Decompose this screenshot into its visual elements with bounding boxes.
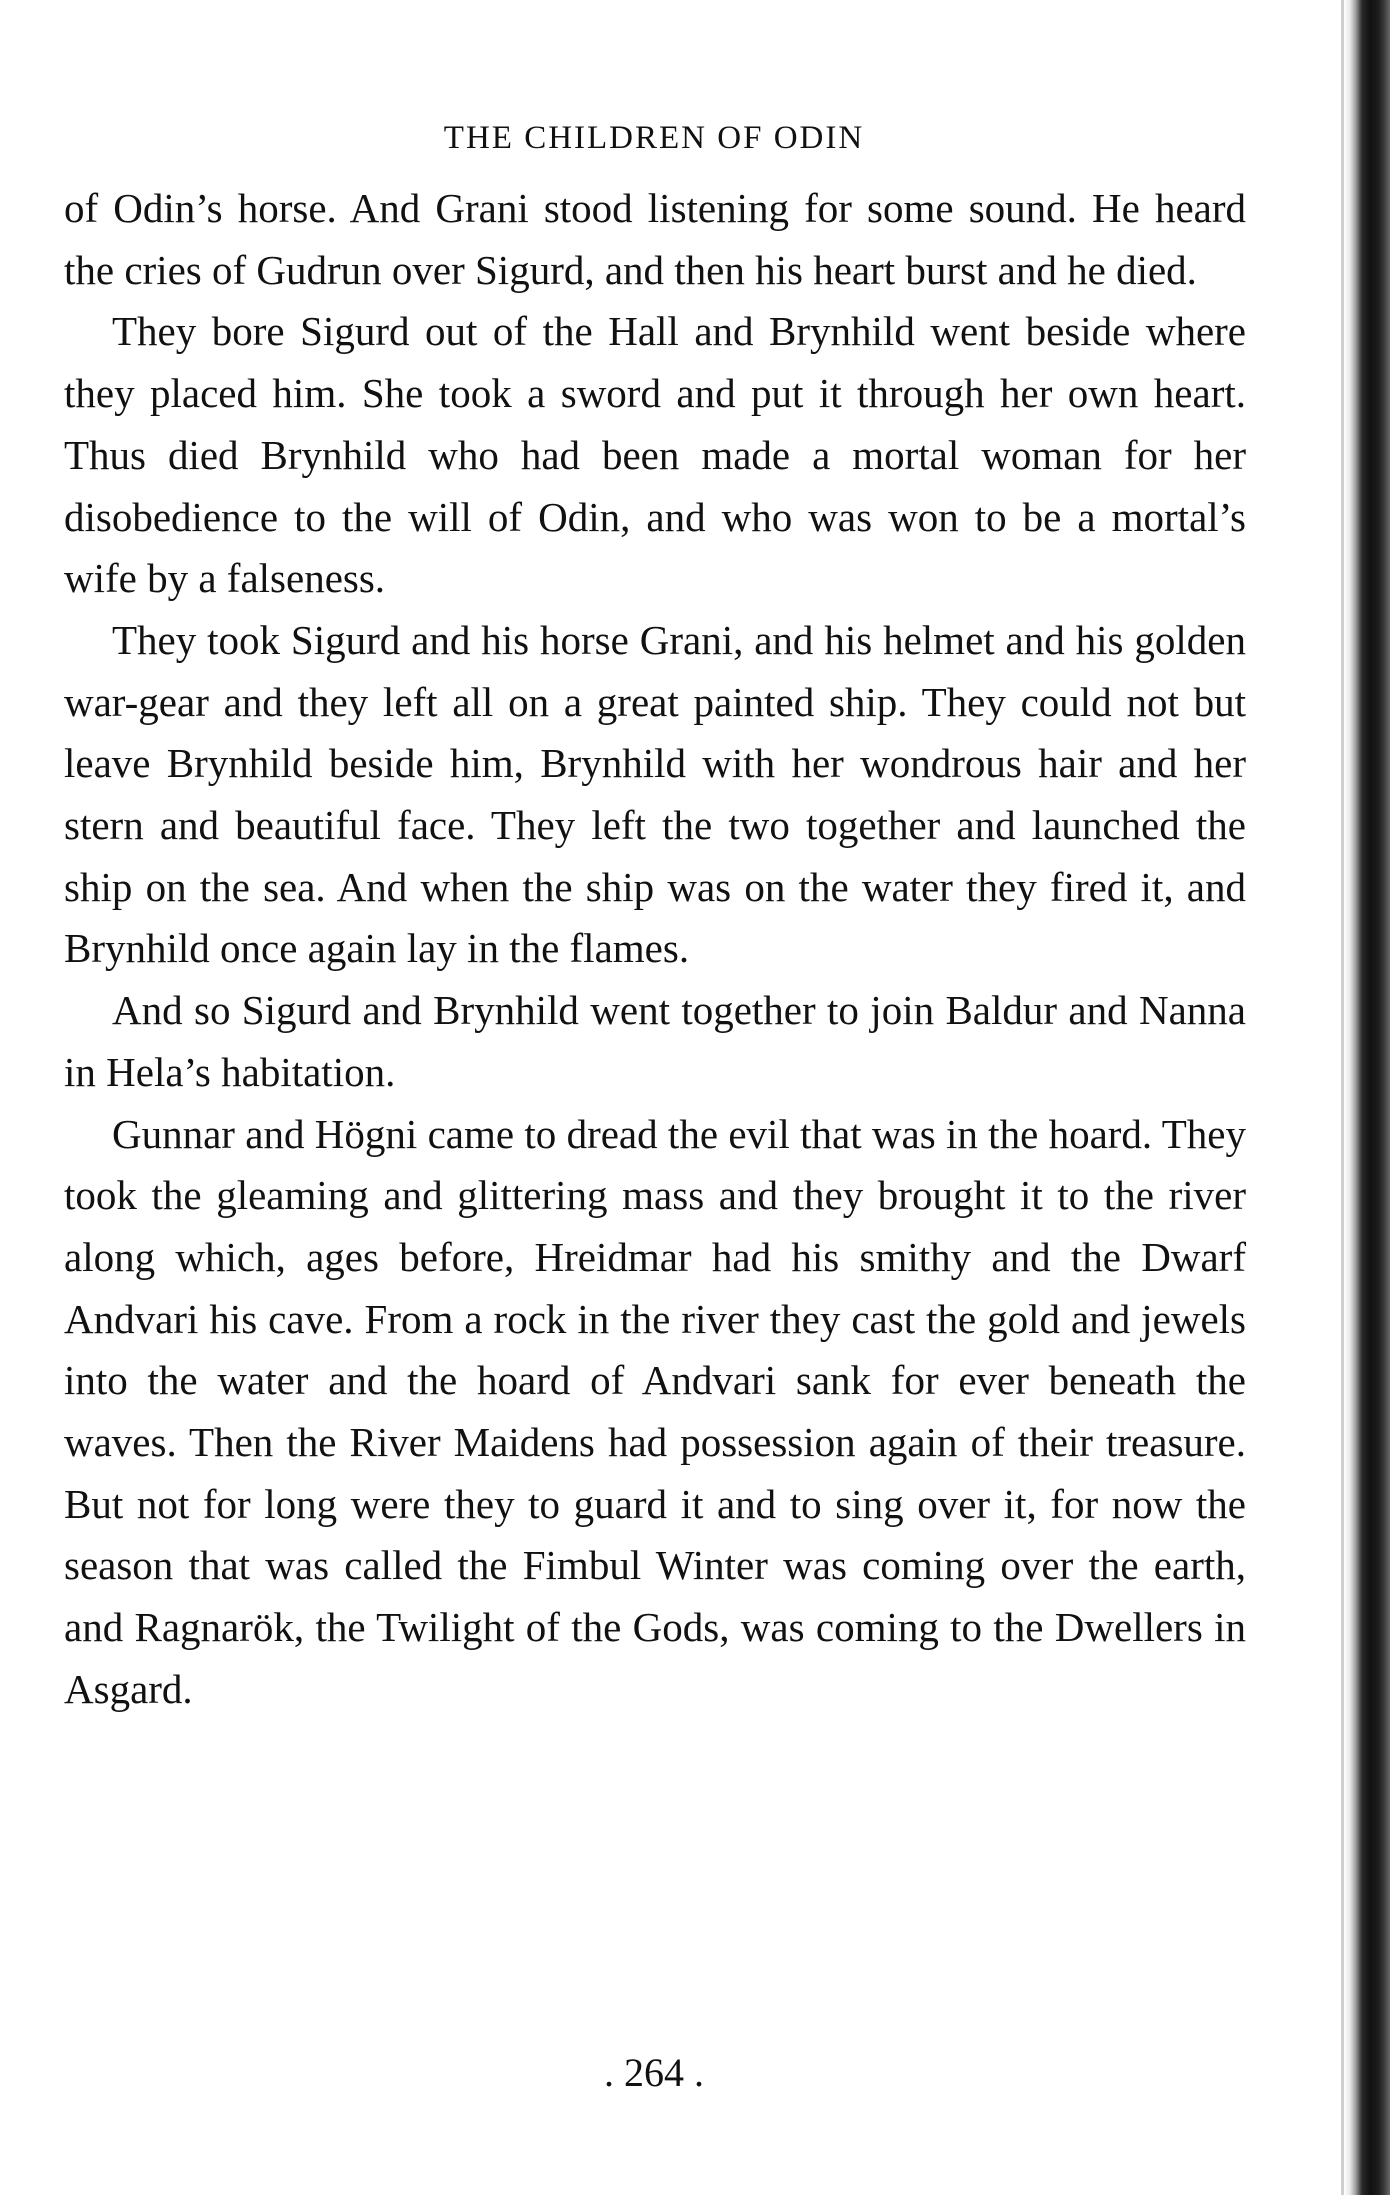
- book-spine-shadow: [1344, 0, 1390, 2195]
- body-text: [64, 178, 1246, 1721]
- page-number: . 264 .: [604, 2050, 704, 2095]
- running-head: THE CHILDREN OF ODIN: [443, 120, 865, 156]
- paragraph: of Odin’s horse. And Grani stood listening for some sound. He heard the cries of Gudrun over Sigurd, and then his heart burst and he died.: [64, 185, 1246, 293]
- paragraph: They bore Sigurd out of the Hall and Brynhild went beside where they placed him. She took a sword and put it through her own heart. Thus died Brynhild who had been made a mortal woman for her disobedience to the will of Odin, and who was won to be a mortal’s wife by a falseness.: [64, 308, 1246, 602]
- paragraph: And so Sigurd and Brynhild went together to join Baldur and Nanna in Hela’s habitation.: [64, 987, 1246, 1095]
- paragraph: They took Sigurd and his horse Grani, and his helmet and his golden war-gear and they left all on a great painted ship. They could not but leave Brynhild beside him, Brynhild with her wondrous hair and her stern and beautiful face. They left the two together and launched the ship on the sea. And when the ship was on the water they fired it, and Brynhild once again lay in the flames.: [64, 616, 1246, 972]
- paragraph: Gunnar and Högni came to dread the evil that was in the hoard. They took the gleaming and glittering mass and they brought it to the river along which, ages before, Hreidmar had his smithy and the Dwarf Andvari his cave. From a rock in the river they cast the gold and jewels into the water and the hoard of Andvari sank for ever beneath the waves. Then the River Maidens had possession again of their treasure. But not for long were they to guard it and to sing over it, for now the season that was called the Fimbul Winter was coming over the earth, and Ragnarök, the Twilight of the Gods, was coming to the Dwellers in Asgard.: [64, 1110, 1246, 1712]
